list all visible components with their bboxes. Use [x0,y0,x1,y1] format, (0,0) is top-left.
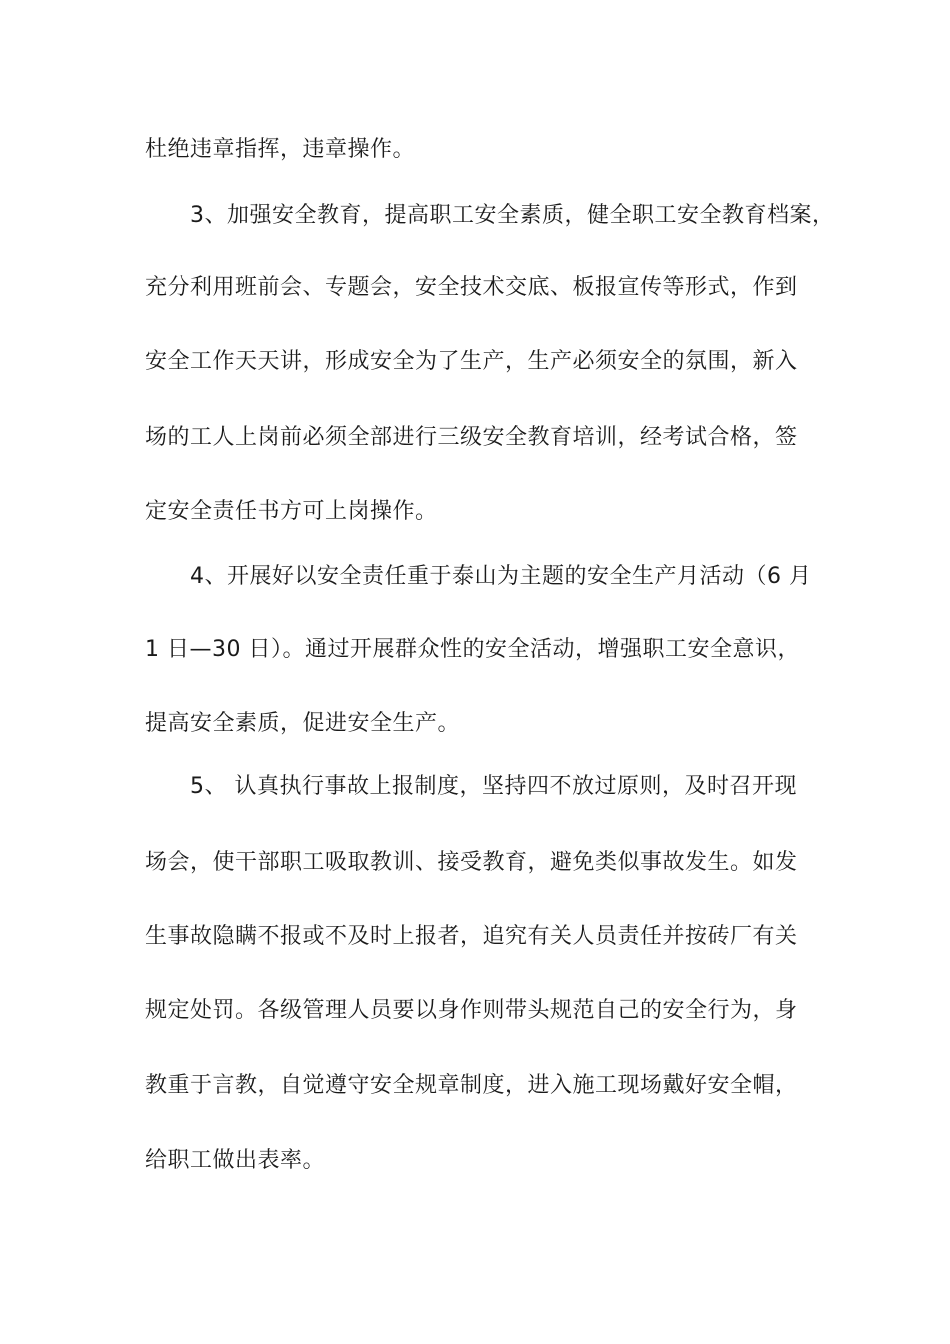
text-line: 生事故隐瞒不报或不及时上报者，追究有关人员责任并按砖厂有关 [145,924,798,949]
text-line: 4、开展好以安全责任重于泰山为主题的安全生产月活动（6 月 [190,564,812,589]
text-line: 安全工作天天讲，形成安全为了生产，生产必须安全的氛围，新入 [145,349,798,374]
text-line: 3、加强安全教育，提高职工安全素质，健全职工安全教育档案， [190,203,835,228]
text-line: 5、 认真执行事故上报制度，坚持四不放过原则，及时召开现 [190,774,797,799]
text-line: 1 日—30 日）。通过开展群众性的安全活动，增强职工安全意识， [145,637,800,662]
text-line: 教重于言教，自觉遵守安全规章制度，进入施工现场戴好安全帽， [145,1073,798,1098]
text-line: 提高安全素质，促进安全生产。 [145,711,461,736]
text-line: 杜绝违章指挥，违章操作。 [145,137,416,162]
text-line: 充分利用班前会、专题会，安全技术交底、板报宣传等形式，作到 [145,275,798,300]
text-line: 给职工做出表率。 [145,1148,326,1173]
text-line: 场会，使干部职工吸取教训、接受教育，避免类似事故发生。如发 [145,850,798,875]
text-line: 场的工人上岗前必须全部进行三级安全教育培训，经考试合格，签 [145,425,798,450]
text-line: 规定处罚。各级管理人员要以身作则带头规范自己的安全行为，身 [145,998,798,1023]
text-line: 定安全责任书方可上岗操作。 [145,499,438,524]
